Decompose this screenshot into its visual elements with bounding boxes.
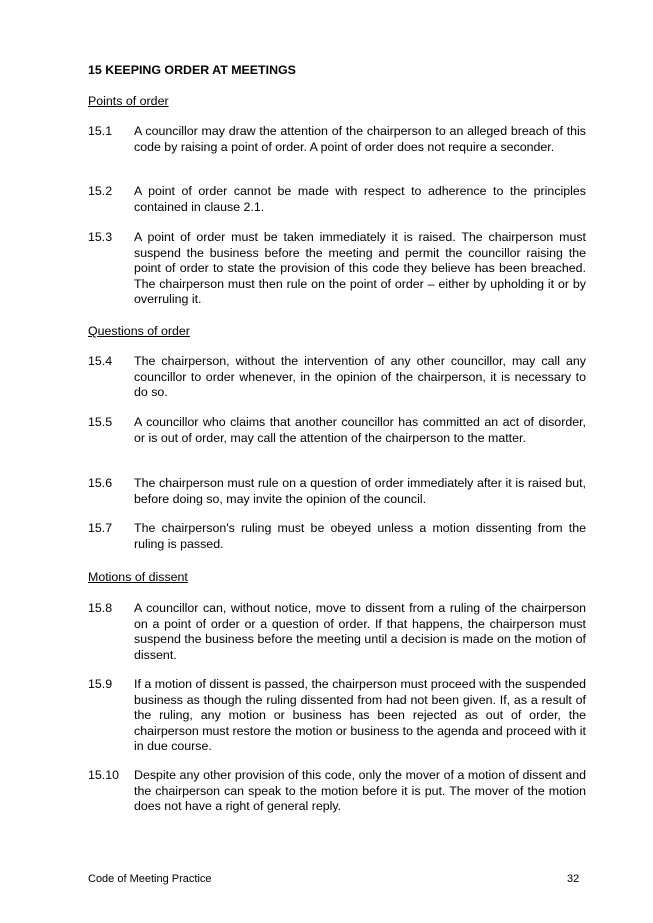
clause-text: If a motion of dissent is passed, the chairperson must proceed with the suspended business as though the ruling dissented from had not been given. If, as a result of the ruling, any motion or business has been rejected as out of order, the chairperson must restore the motion or business to the agenda and proceed with it in due course. bbox=[134, 677, 586, 753]
clause-15-9 bbox=[88, 677, 586, 755]
clause-text: A councillor can, without notice, move to dissent from a ruling of the chairperson on a point of order or a question of order. If that happens, the chairperson must suspend the business before the meeting until a decision is made on the motion of dissent. bbox=[134, 601, 586, 662]
clause-15-2 bbox=[88, 184, 586, 215]
clause-number: 15.4 bbox=[88, 354, 113, 368]
clause-number: 15.1 bbox=[88, 124, 113, 138]
clause-number: 15.8 bbox=[88, 601, 113, 615]
clause-number: 15.5 bbox=[88, 415, 113, 429]
footer-page-number: 32 bbox=[567, 873, 580, 885]
clause-15-7 bbox=[88, 521, 586, 552]
clause-text: Despite any other provision of this code, only the mover of a motion of dissent and the chairperson can speak to the motion before it is put. The mover of the motion does not have a right of general reply. bbox=[134, 768, 586, 813]
clause-text: A point of order cannot be made with respect to adherence to the principles contained in clause 2.1. bbox=[134, 184, 586, 214]
clause-15-1 bbox=[88, 124, 586, 155]
clause-text: The chairperson's ruling must be obeyed unless a motion dissenting from the ruling is passed. bbox=[134, 521, 586, 551]
clause-text: A councillor who claims that another councillor has committed an act of disorder, or is out of order, may call the attention of the chairperson to the matter. bbox=[134, 415, 586, 445]
clause-15-4 bbox=[88, 354, 586, 401]
subheading-points-of-order: Points of order bbox=[88, 94, 169, 108]
clause-text: A councillor may draw the attention of the chairperson to an alleged breach of this code by raising a point of order. A point of order does not require a seconder. bbox=[134, 124, 586, 154]
clause-number: 15.7 bbox=[88, 521, 113, 535]
clause-text: A point of order must be taken immediately it is raised. The chairperson must suspend the business before the meeting and permit the councillor raising the point of order to state the provision of this code they believe has been breached. The chairperson must then rule on the point of order – either by upholding it or by overruling it. bbox=[134, 230, 586, 306]
subheading-motions-of-dissent: Motions of dissent bbox=[88, 570, 188, 584]
clause-15-8 bbox=[88, 601, 586, 663]
footer-document-name: Code of Meeting Practice bbox=[88, 873, 212, 885]
clause-15-5 bbox=[88, 415, 586, 446]
clause-number: 15.6 bbox=[88, 476, 113, 490]
clause-number: 15.9 bbox=[88, 677, 113, 691]
clause-text: The chairperson, without the intervention of any other councillor, may call any councillor to order whenever, in the opinion of the chairperson, it is necessary to do so. bbox=[134, 354, 586, 399]
clause-15-10 bbox=[88, 768, 586, 815]
clause-number: 15.3 bbox=[88, 230, 113, 244]
clause-15-6 bbox=[88, 476, 586, 507]
clause-number: 15.10 bbox=[88, 768, 120, 782]
subheading-questions-of-order: Questions of order bbox=[88, 324, 190, 338]
clause-number: 15.2 bbox=[88, 184, 113, 198]
clause-15-3 bbox=[88, 230, 586, 308]
section-title: 15 KEEPING ORDER AT MEETINGS bbox=[88, 63, 296, 77]
clause-text: The chairperson must rule on a question of order immediately after it is raised but, before doing so, may invite the opinion of the council. bbox=[134, 476, 586, 506]
